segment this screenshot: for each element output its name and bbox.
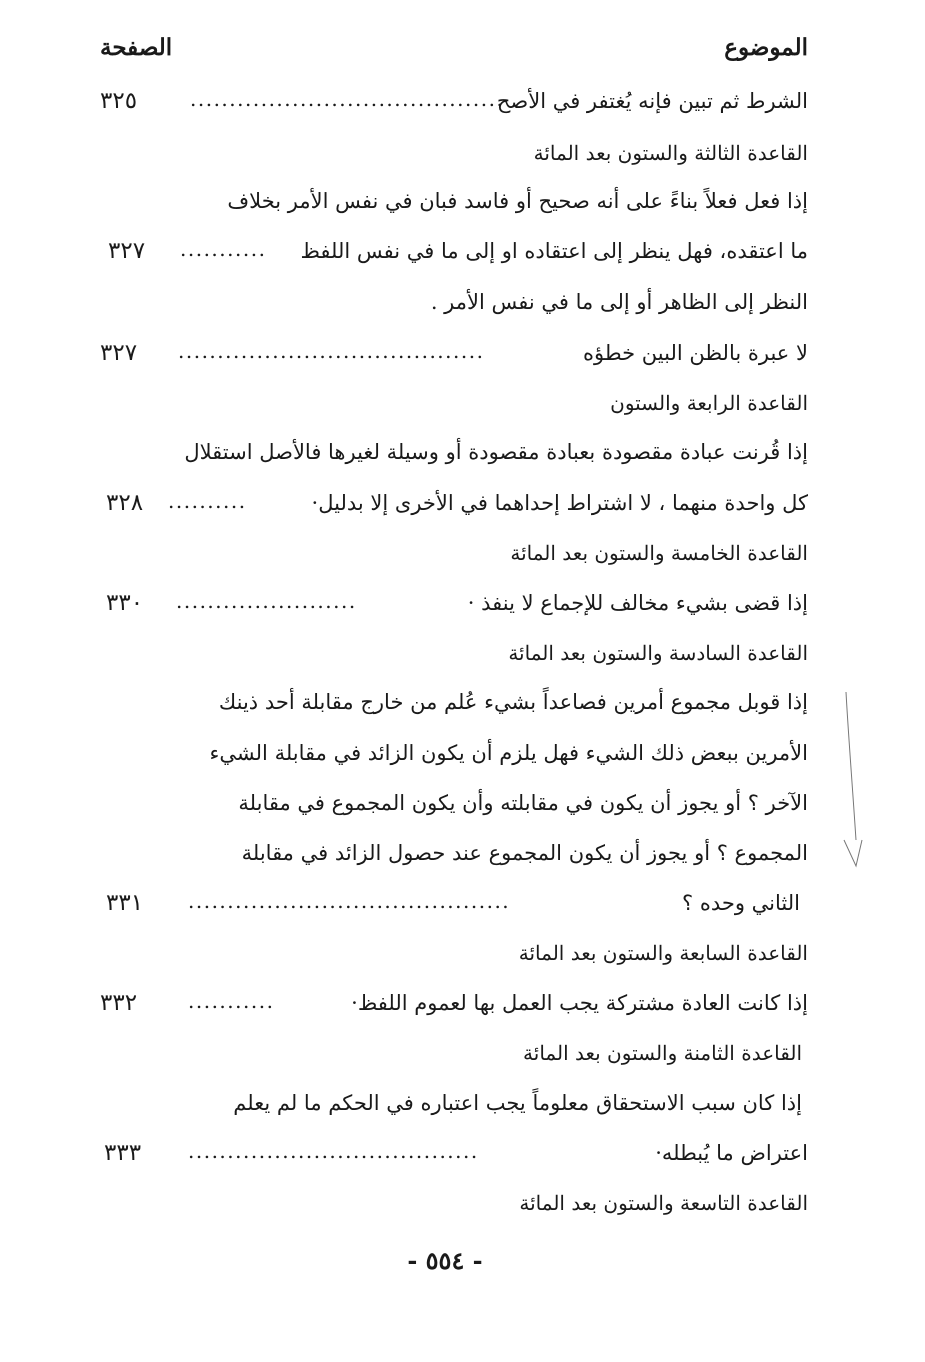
entry-text: القاعدة الثامنة والستون بعد المائة bbox=[523, 1041, 802, 1065]
entry-text: إذا قُرنت عبادة مقصودة بعبادة مقصودة أو وسيلة لغيرها فالأصل استقلال bbox=[184, 440, 808, 464]
leader-dots: .......... bbox=[168, 489, 247, 513]
entry-text: الثاني وحده ؟ bbox=[682, 891, 800, 915]
toc-entry bbox=[100, 1086, 802, 1120]
rule-title bbox=[100, 1186, 808, 1220]
page-column-header: الصفحة bbox=[100, 34, 173, 61]
leader-dots: ....................................... bbox=[178, 339, 485, 363]
entry-text: إذا قوبل مجموع أمرين فصاعداً بشيء عُلم من خارج مقابلة أحد ذينك bbox=[218, 690, 808, 714]
topic-column-header: الموضوع bbox=[724, 34, 808, 61]
toc-entry bbox=[100, 786, 808, 820]
toc-entry bbox=[100, 836, 808, 870]
rule-title bbox=[100, 1036, 802, 1070]
leader-dots: ........... bbox=[180, 237, 267, 261]
entry-text: إذا فعل فعلاً بناءً على أنه صحيح أو فاسد فبان في نفس الأمر بخلاف bbox=[227, 189, 808, 213]
toc-entry bbox=[100, 336, 808, 370]
entry-text: المجموع ؟ أو يجوز أن يكون المجموع عند حصول الزائد في مقابلة bbox=[241, 841, 808, 865]
entry-text: القاعدة الرابعة والستون bbox=[610, 391, 808, 415]
entry-page-number: ٣٢٧ bbox=[108, 238, 146, 264]
entry-page-number: ٣٣١ bbox=[106, 890, 144, 916]
entry-text: القاعدة الخامسة والستون بعد المائة bbox=[510, 541, 808, 565]
rule-title bbox=[100, 386, 808, 420]
entry-text: الآخر ؟ أو يجوز أن يكون في مقابلته وأن يكون المجموع في مقابلة bbox=[238, 791, 808, 815]
entry-page-number: ٣٢٧ bbox=[100, 340, 138, 366]
rule-title bbox=[100, 636, 808, 670]
rule-title bbox=[100, 136, 808, 170]
entry-page-number: ٣٣٣ bbox=[104, 1140, 142, 1166]
leader-dots: ..................................... bbox=[188, 1139, 479, 1163]
toc-entry bbox=[100, 184, 808, 218]
toc-entry bbox=[100, 435, 808, 469]
entry-text: الأمرين ببعض ذلك الشيء فهل يلزم أن يكون الزائد في مقابلة الشيء bbox=[209, 741, 808, 765]
toc-entry bbox=[100, 685, 808, 719]
entry-text: القاعدة الثالثة والستون بعد المائة bbox=[533, 141, 808, 165]
toc-entry bbox=[100, 1136, 808, 1170]
entry-page-number: ٣٣٢ bbox=[100, 990, 138, 1016]
entry-text: القاعدة السادسة والستون بعد المائة bbox=[508, 641, 808, 665]
toc-entry bbox=[100, 234, 808, 268]
toc-entry bbox=[100, 486, 808, 520]
toc-entry bbox=[100, 285, 808, 319]
entry-text: القاعدة التاسعة والستون بعد المائة bbox=[519, 1191, 808, 1215]
rule-title bbox=[100, 536, 808, 570]
entry-text: الشرط ثم تبين فإنه يُغتفر في الأصح bbox=[496, 89, 808, 113]
leader-dots: ......................................... bbox=[188, 889, 511, 913]
entry-text: القاعدة السابعة والستون بعد المائة bbox=[518, 941, 808, 965]
entry-text: اعتراض ما يُبطله· bbox=[655, 1141, 808, 1165]
toc-entry bbox=[100, 84, 808, 118]
leader-dots: ........... bbox=[188, 989, 275, 1013]
entry-page-number: ٣٣٠ bbox=[106, 590, 144, 616]
toc-entry bbox=[100, 886, 800, 920]
toc-entry bbox=[100, 736, 808, 770]
leader-dots: ........................................ bbox=[190, 87, 505, 111]
entry-text: إذا كان سبب الاستحقاق معلوماً يجب اعتباره في الحكم ما لم يعلم bbox=[233, 1091, 802, 1115]
leader-dots: ....................... bbox=[176, 589, 357, 613]
entry-text: إذا قضى بشيء مخالف للإجماع لا ينفذ · bbox=[467, 591, 808, 615]
entry-page-number: ٣٢٥ bbox=[100, 88, 138, 114]
toc-entry bbox=[100, 586, 808, 620]
entry-text: لا عبرة بالظن البين خطؤه bbox=[583, 341, 808, 365]
page-footer-number: - ٥٥٤ - bbox=[407, 1246, 483, 1275]
entry-text: كل واحدة منهما ، لا اشتراط إحداهما في الأخرى إلا بدليل· bbox=[311, 491, 808, 515]
entry-page-number: ٣٢٨ bbox=[106, 490, 144, 516]
entry-text: ما اعتقده، فهل ينظر إلى اعتقاده او إلى ما في نفس اللفظ bbox=[300, 239, 808, 263]
toc-entry bbox=[100, 986, 808, 1020]
entry-text: إذا كانت العادة مشتركة يجب العمل بها لعموم اللفظ· bbox=[351, 991, 808, 1015]
entry-text: النظر إلى الظاهر أو إلى ما في نفس الأمر . bbox=[430, 290, 808, 314]
margin-pencil-mark bbox=[838, 690, 868, 870]
rule-title bbox=[100, 936, 808, 970]
